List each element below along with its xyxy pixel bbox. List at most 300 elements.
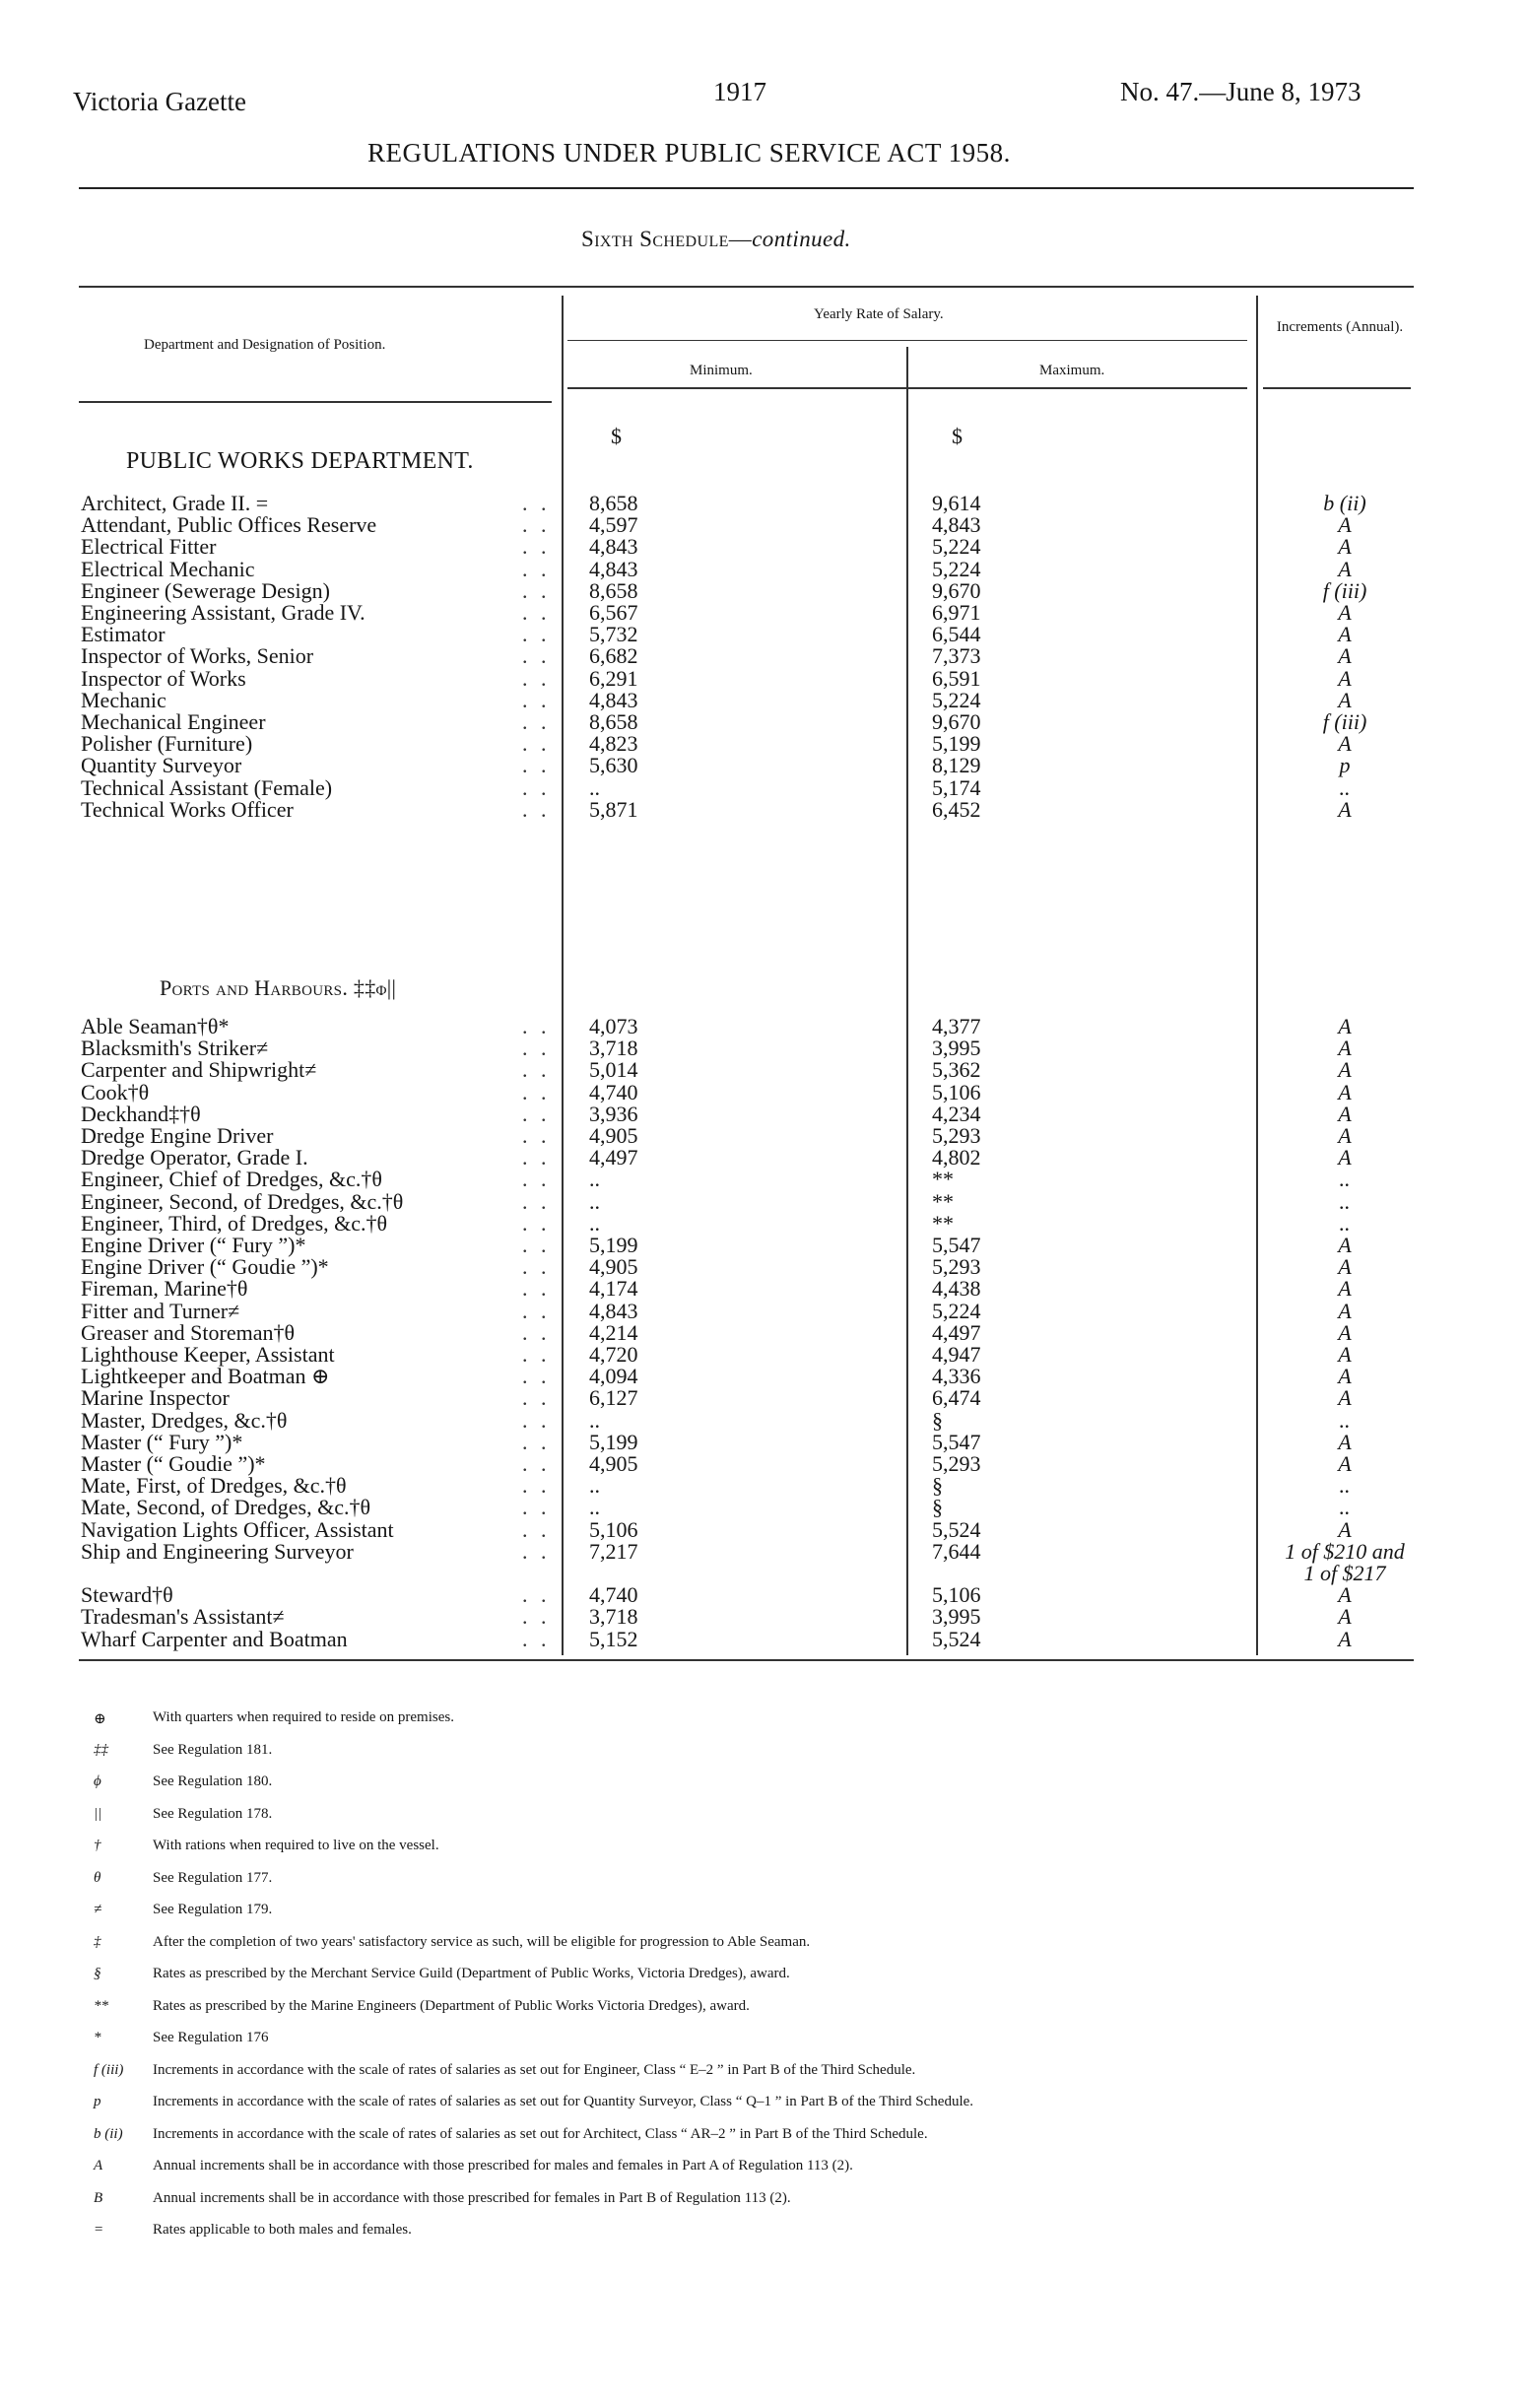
table-top-rule: [79, 286, 1414, 288]
table-row: [0, 1298, 1529, 1323]
footnote-text: See Regulation 176: [153, 2030, 269, 2045]
salary-maximum: 5,547: [932, 1429, 981, 1454]
table-row: [0, 774, 1529, 800]
dot-leader: . .: [522, 796, 551, 822]
increment-code: A: [1338, 1276, 1352, 1302]
dot-leader: . .: [522, 1188, 551, 1214]
table-row: [0, 1563, 1529, 1584]
dot-leader: . .: [522, 1319, 551, 1345]
position-name: Inspector of Works: [81, 665, 246, 691]
increment-code: A: [1338, 643, 1352, 669]
footnote-text: With quarters when required to reside on premises.: [153, 1709, 454, 1725]
footnote-symbol: ϕ: [94, 1773, 101, 1789]
position-name: Engineer, Second, of Dredges, &c.†θ: [81, 1188, 404, 1214]
dot-leader: . .: [522, 643, 551, 669]
increment-code: A: [1338, 1233, 1352, 1257]
increment-code: A: [1338, 1429, 1352, 1454]
dot-leader: . .: [522, 512, 551, 538]
position-name: Ship and Engineering Surveyor: [81, 1538, 354, 1564]
table-row: [0, 711, 1529, 733]
position-name: Lighthouse Keeper, Assistant: [81, 1342, 335, 1367]
footnote-symbol: p: [94, 2094, 101, 2109]
salary-maximum: 5,293: [932, 1123, 981, 1148]
increment-code: 1 of $217: [1303, 1561, 1386, 1585]
position-name: Dredge Engine Driver: [81, 1123, 274, 1148]
salary-minimum: 4,214: [589, 1319, 638, 1345]
footnote: [94, 1773, 1394, 1793]
dot-leader: . .: [522, 1079, 551, 1104]
footnote-symbol: A: [94, 2158, 103, 2174]
increment-code: A: [1338, 1451, 1352, 1476]
schedule-label: Sixth Schedule—: [581, 227, 753, 251]
position-name: Tradesman's Assistant≠: [81, 1604, 285, 1630]
dot-leader: . .: [522, 534, 551, 560]
increment-code: A: [1338, 1298, 1352, 1323]
salary-maximum: 5,524: [932, 1626, 981, 1651]
footnote-symbol: θ: [94, 1869, 101, 1886]
footnote: [94, 2030, 1394, 2049]
footnote-text: Annual increments shall be in accordance with those prescribed for females in Part B of Regulation 113 (2).: [153, 2189, 791, 2206]
table-row: [0, 514, 1529, 536]
table-row: [0, 1606, 1529, 1628]
page-number: 1917: [713, 77, 766, 106]
footnote-text: After the completion of two years' satisfactory service as such, will be eligible for progression to Able Seaman.: [153, 1933, 811, 1950]
dot-leader: . .: [522, 731, 551, 757]
increment-code: A: [1338, 1014, 1352, 1038]
footnote: [94, 1966, 1394, 1985]
position-name: Technical Works Officer: [81, 796, 294, 822]
increment-code: ..: [1339, 1188, 1351, 1214]
table-row: [0, 645, 1529, 667]
increment-code: f (iii): [1322, 577, 1367, 603]
table-row: [0, 577, 1529, 603]
salary-maximum: 5,524: [932, 1516, 981, 1542]
footnote: [94, 1902, 1394, 1921]
table-row: [0, 755, 1529, 776]
footnote-text: Rates applicable to both males and females.: [153, 2222, 412, 2238]
salary-minimum: 4,843: [589, 556, 638, 581]
footnote-text: See Regulation 177.: [153, 1869, 273, 1886]
salary-maximum: 3,995: [932, 1036, 981, 1061]
salary-maximum: 6,971: [932, 600, 981, 625]
table-row: [0, 1125, 1529, 1147]
position-name: Carpenter and Shipwright≠: [81, 1057, 317, 1083]
salary-maximum: 5,362: [932, 1057, 981, 1083]
table-row: [0, 1538, 1529, 1564]
footnote-symbol: ⊕: [94, 1711, 106, 1727]
increment-code: p: [1339, 753, 1351, 778]
salary-minimum: 8,658: [589, 577, 638, 603]
salary-minimum: 6,567: [589, 600, 638, 625]
salary-minimum: ..: [589, 1495, 600, 1520]
increment-code: 1 of $210 and: [1285, 1538, 1405, 1564]
salary-maximum: 6,544: [932, 622, 981, 647]
position-name: Able Seaman†θ*: [81, 1014, 230, 1038]
dot-leader: . .: [522, 709, 551, 734]
increment-code: ..: [1339, 1167, 1351, 1192]
table-row: [0, 1278, 1529, 1300]
table-row: [0, 624, 1529, 645]
salary-minimum: 4,073: [589, 1014, 638, 1038]
increment-code: ..: [1339, 1407, 1351, 1433]
increment-code: A: [1338, 1145, 1352, 1171]
footnote-symbol: *: [94, 2030, 101, 2045]
salary-maximum: 4,336: [932, 1364, 981, 1389]
dot-leader: . .: [522, 600, 551, 625]
footnote: [94, 2126, 1394, 2146]
table-row: [0, 1344, 1529, 1366]
increment-code: A: [1338, 1604, 1352, 1630]
footnote-symbol: b (ii): [94, 2125, 123, 2142]
table-row: [0, 1584, 1529, 1606]
dot-leader: . .: [522, 1014, 551, 1038]
increment-code: A: [1338, 1342, 1352, 1367]
position-name: Master (“ Fury ”)*: [81, 1429, 243, 1454]
table-row: [0, 1453, 1529, 1475]
increment-code: A: [1338, 1036, 1352, 1061]
position-name: Blacksmith's Striker≠: [81, 1036, 269, 1061]
increment-code: b (ii): [1323, 491, 1366, 515]
position-name: Lightkeeper and Boatman ⊕: [81, 1364, 330, 1389]
dot-leader: . .: [522, 1036, 551, 1061]
position-name: Inspector of Works, Senior: [81, 643, 314, 669]
salary-maximum: 8,129: [932, 753, 981, 778]
position-name: Electrical Mechanic: [81, 556, 255, 581]
salary-minimum: 6,682: [589, 643, 638, 669]
salary-minimum: 3,718: [589, 1604, 638, 1630]
column-header-minimum: Minimum.: [690, 363, 753, 378]
footnote: [94, 2094, 1394, 2113]
increment-code: A: [1338, 1079, 1352, 1104]
increment-code: A: [1338, 1057, 1352, 1083]
increment-code: A: [1338, 1582, 1352, 1608]
section-title-ports-harbours: Ports and Harbours. ‡‡ϕ||: [160, 975, 397, 1000]
table-row: [0, 1016, 1529, 1037]
increment-code: f (iii): [1322, 709, 1367, 734]
position-name: Engineer, Chief of Dredges, &c.†θ: [81, 1167, 382, 1192]
salary-maximum: 4,438: [932, 1276, 981, 1302]
footnote-text: See Regulation 180.: [153, 1773, 273, 1789]
position-name: Engineer (Sewerage Design): [81, 577, 330, 603]
issue-date: No. 47.—June 8, 1973: [1120, 77, 1362, 106]
position-name: Engine Driver (“ Fury ”)*: [81, 1233, 306, 1257]
salary-maximum: §: [932, 1473, 943, 1499]
section-title-public-works: PUBLIC WORKS DEPARTMENT.: [126, 448, 474, 474]
dot-leader: . .: [522, 1582, 551, 1608]
increment-code: ..: [1339, 1495, 1351, 1520]
dot-leader: . .: [522, 1385, 551, 1411]
dot-leader: . .: [522, 1298, 551, 1323]
salary-minimum: ..: [589, 1407, 600, 1433]
salary-minimum: 5,732: [589, 622, 638, 647]
position-name: Deckhand‡†θ: [81, 1101, 201, 1126]
currency-symbol-minimum: $: [611, 424, 622, 448]
salary-maximum: 9,670: [932, 577, 981, 603]
salary-maximum: 5,547: [932, 1233, 981, 1257]
salary-minimum: 7,217: [589, 1538, 638, 1564]
salary-maximum: 5,224: [932, 556, 981, 581]
position-name: Navigation Lights Officer, Assistant: [81, 1516, 394, 1542]
table-row: [0, 1475, 1529, 1497]
increment-code: A: [1338, 731, 1352, 757]
position-name: Fitter and Turner≠: [81, 1298, 240, 1323]
footnote: [94, 1742, 1394, 1762]
table-row: [0, 1188, 1529, 1214]
position-name: Fireman, Marine†θ: [81, 1276, 248, 1302]
footnote: [94, 1709, 1394, 1729]
increment-code: A: [1338, 1626, 1352, 1651]
table-row: [0, 1626, 1529, 1651]
salary-minimum: 3,718: [589, 1036, 638, 1061]
dot-leader: . .: [522, 665, 551, 691]
table-row: [0, 796, 1529, 822]
increment-code: A: [1338, 1123, 1352, 1148]
position-name: Mate, Second, of Dredges, &c.†θ: [81, 1495, 371, 1520]
salary-minimum: 4,905: [589, 1123, 638, 1148]
dot-leader: . .: [522, 1210, 551, 1236]
footnote-text: With rations when required to live on the vessel.: [153, 1838, 439, 1853]
salary-minimum: 4,720: [589, 1342, 638, 1367]
salary-minimum: 4,094: [589, 1364, 638, 1389]
footnote-symbol: §: [94, 1966, 101, 1981]
salary-maximum: **: [932, 1167, 954, 1192]
salary-minimum: 5,152: [589, 1626, 638, 1651]
page-title: REGULATIONS UNDER PUBLIC SERVICE ACT 1958.: [367, 138, 1011, 167]
increment-code: A: [1338, 1101, 1352, 1126]
salary-maximum: 5,293: [932, 1451, 981, 1476]
position-name: Attendant, Public Offices Reserve: [81, 512, 377, 538]
salary-maximum: §: [932, 1407, 943, 1433]
footnote-symbol: ≠: [94, 1902, 102, 1917]
table-row: [0, 1407, 1529, 1433]
footnote-text: See Regulation 181.: [153, 1741, 273, 1758]
dot-leader: . .: [522, 687, 551, 712]
dot-leader: . .: [522, 1364, 551, 1389]
footnote: [94, 2190, 1394, 2210]
increment-code: A: [1338, 600, 1352, 625]
position-name: Greaser and Storeman†θ: [81, 1319, 296, 1345]
position-name: Master (“ Goudie ”)*: [81, 1451, 266, 1476]
table-row: [0, 602, 1529, 624]
salary-minimum: 5,106: [589, 1516, 638, 1542]
increment-code: A: [1338, 796, 1352, 822]
position-name: Master, Dredges, &c.†θ: [81, 1407, 288, 1433]
dot-leader: . .: [522, 556, 551, 581]
table-row: [0, 1059, 1529, 1081]
table-row: [0, 1235, 1529, 1256]
footnote-symbol: ‡: [94, 1933, 101, 1950]
dot-leader: . .: [522, 1516, 551, 1542]
dot-leader: . .: [522, 1495, 551, 1520]
footnote-text: Increments in accordance with the scale of rates of salaries as set out for Engineer, Class “ E–2 ” in Part B of the Third Schedule.: [153, 2061, 916, 2078]
footnote-symbol: **: [94, 1997, 108, 2014]
salary-maximum: §: [932, 1495, 943, 1520]
header-bottom-rule-right: [1263, 387, 1411, 389]
salary-minimum: 5,630: [589, 753, 638, 778]
salary-minimum: 5,199: [589, 1429, 638, 1454]
table-row: [0, 1101, 1529, 1126]
increment-code: ..: [1339, 774, 1351, 800]
salary-minimum: 4,740: [589, 1582, 638, 1608]
footnote-symbol: ||: [94, 1805, 102, 1822]
column-header-yearly-rate: Yearly Rate of Salary.: [814, 306, 944, 322]
increment-code: A: [1338, 534, 1352, 560]
dot-leader: . .: [522, 1538, 551, 1564]
salary-maximum: 5,106: [932, 1582, 981, 1608]
table-row: [0, 1147, 1529, 1169]
salary-maximum: 4,497: [932, 1319, 981, 1345]
salary-minimum: ..: [589, 1188, 600, 1214]
table-row: [0, 665, 1529, 691]
salary-minimum: 5,014: [589, 1057, 638, 1083]
table-row: [0, 1079, 1529, 1104]
table-row: [0, 1319, 1529, 1345]
table-row: [0, 1037, 1529, 1059]
dot-leader: . .: [522, 1604, 551, 1630]
dot-leader: . .: [522, 1057, 551, 1083]
footnote: [94, 1934, 1394, 1954]
position-name: Engine Driver (“ Goudie ”)*: [81, 1254, 329, 1280]
footnote: [94, 2222, 1394, 2241]
footnote-text: See Regulation 179.: [153, 1902, 273, 1917]
salary-minimum: ..: [589, 774, 600, 800]
salary-maximum: **: [932, 1188, 954, 1214]
position-name: Engineer, Third, of Dredges, &c.†θ: [81, 1210, 388, 1236]
dot-leader: . .: [522, 622, 551, 647]
salary-minimum: 4,740: [589, 1079, 638, 1104]
salary-minimum: 4,843: [589, 687, 638, 712]
table-row: [0, 1429, 1529, 1454]
position-name: Steward†θ: [81, 1582, 173, 1608]
top-rule: [79, 187, 1414, 189]
schedule-heading: [581, 227, 851, 252]
salary-minimum: 4,905: [589, 1254, 638, 1280]
table-row: [0, 1256, 1529, 1278]
increment-code: A: [1338, 1254, 1352, 1280]
salary-minimum: 4,597: [589, 512, 638, 538]
footnote: [94, 2158, 1394, 2177]
table-row: [0, 1366, 1529, 1387]
salary-maximum: 4,843: [932, 512, 981, 538]
salary-maximum: 4,947: [932, 1342, 981, 1367]
footnote: [94, 1806, 1394, 1826]
gazette-name: Victoria Gazette: [73, 87, 247, 116]
salary-minimum: 5,199: [589, 1233, 638, 1257]
salary-maximum: 5,224: [932, 687, 981, 712]
position-name: Mechanic: [81, 687, 166, 712]
salary-maximum: 4,377: [932, 1014, 981, 1038]
dot-leader: . .: [522, 1342, 551, 1367]
column-header-maximum: Maximum.: [1039, 363, 1105, 378]
footnote-symbol: †: [94, 1838, 101, 1853]
increment-code: A: [1338, 1385, 1352, 1411]
salary-minimum: 4,497: [589, 1145, 638, 1171]
dot-leader: . .: [522, 1233, 551, 1257]
schedule-continued: continued.: [752, 227, 851, 251]
dot-leader: . .: [522, 1167, 551, 1192]
salary-minimum: 4,905: [589, 1451, 638, 1476]
salary-minimum: ..: [589, 1167, 600, 1192]
position-name: Quantity Surveyor: [81, 753, 242, 778]
dot-leader: . .: [522, 577, 551, 603]
position-name: Estimator: [81, 622, 166, 647]
dot-leader: . .: [522, 1145, 551, 1171]
table-row: [0, 1497, 1529, 1518]
dot-leader: . .: [522, 1276, 551, 1302]
dot-leader: . .: [522, 1123, 551, 1148]
dot-leader: . .: [522, 1451, 551, 1476]
salary-maximum: **: [932, 1210, 954, 1236]
table-bottom-rule: [79, 1659, 1414, 1661]
salary-maximum: 4,802: [932, 1145, 981, 1171]
salary-minimum: 8,658: [589, 709, 638, 734]
footnote-symbol: =: [94, 2222, 104, 2238]
table-row: [0, 536, 1529, 558]
dot-leader: . .: [522, 774, 551, 800]
footnote-text: Rates as prescribed by the Marine Engineers (Department of Public Works Victoria Dredges), award.: [153, 1997, 750, 2014]
increment-code: A: [1338, 1319, 1352, 1345]
table-row: [0, 733, 1529, 755]
salary-minimum: 6,127: [589, 1385, 638, 1411]
currency-symbol-maximum: $: [952, 424, 963, 448]
increment-code: ..: [1339, 1473, 1351, 1499]
table-row: [0, 1210, 1529, 1236]
footnote: [94, 1998, 1394, 2018]
salary-maximum: 5,199: [932, 731, 981, 757]
dot-leader: . .: [522, 491, 551, 515]
salary-maximum: 5,224: [932, 1298, 981, 1323]
salary-maximum: 4,234: [932, 1101, 981, 1126]
salary-minimum: 4,843: [589, 1298, 638, 1323]
dot-leader: . .: [522, 1473, 551, 1499]
table-row: [0, 1516, 1529, 1542]
footnote-symbol: f (iii): [94, 2061, 124, 2078]
dot-leader: . .: [522, 1429, 551, 1454]
increment-code: A: [1338, 622, 1352, 647]
minmax-divider-rule: [567, 340, 1247, 341]
increment-code: A: [1338, 1516, 1352, 1542]
dot-leader: . .: [522, 1407, 551, 1433]
salary-maximum: 3,995: [932, 1604, 981, 1630]
position-name: Electrical Fitter: [81, 534, 217, 560]
footnote-text: Annual increments shall be in accordance with those prescribed for males and females in Part A of Regulation 113 (2).: [153, 2158, 853, 2174]
table-row: [0, 493, 1529, 514]
salary-maximum: 5,106: [932, 1079, 981, 1104]
salary-maximum: 6,452: [932, 796, 981, 822]
table-row: [0, 1387, 1529, 1409]
salary-minimum: 8,658: [589, 491, 638, 515]
column-header-increments: Increments (Annual).: [1276, 319, 1404, 335]
salary-minimum: 5,871: [589, 796, 638, 822]
position-name: Polisher (Furniture): [81, 731, 253, 757]
salary-minimum: 4,174: [589, 1276, 638, 1302]
increment-code: A: [1338, 1364, 1352, 1389]
position-name: Mate, First, of Dredges, &c.†θ: [81, 1473, 347, 1499]
footnote-text: Increments in accordance with the scale of rates of salaries as set out for Quantity Surveyor, Class “ Q–1 ” in Part B of the Third Schedule.: [153, 2094, 974, 2109]
salary-maximum: 5,293: [932, 1254, 981, 1280]
increment-code: ..: [1339, 1210, 1351, 1236]
footnote-symbol: B: [94, 2189, 103, 2206]
footnote-text: Increments in accordance with the scale of rates of salaries as set out for Architect, Class “ AR–2 ” in Part B of the Third Schedule.: [153, 2125, 928, 2142]
position-name: Mechanical Engineer: [81, 709, 266, 734]
salary-minimum: ..: [589, 1210, 600, 1236]
footnote-symbol: ‡‡: [94, 1741, 108, 1758]
position-name: Marine Inspector: [81, 1385, 230, 1411]
position-name: Technical Assistant (Female): [81, 774, 333, 800]
salary-maximum: 5,224: [932, 534, 981, 560]
table-row: [0, 1169, 1529, 1190]
table-row: [0, 556, 1529, 581]
